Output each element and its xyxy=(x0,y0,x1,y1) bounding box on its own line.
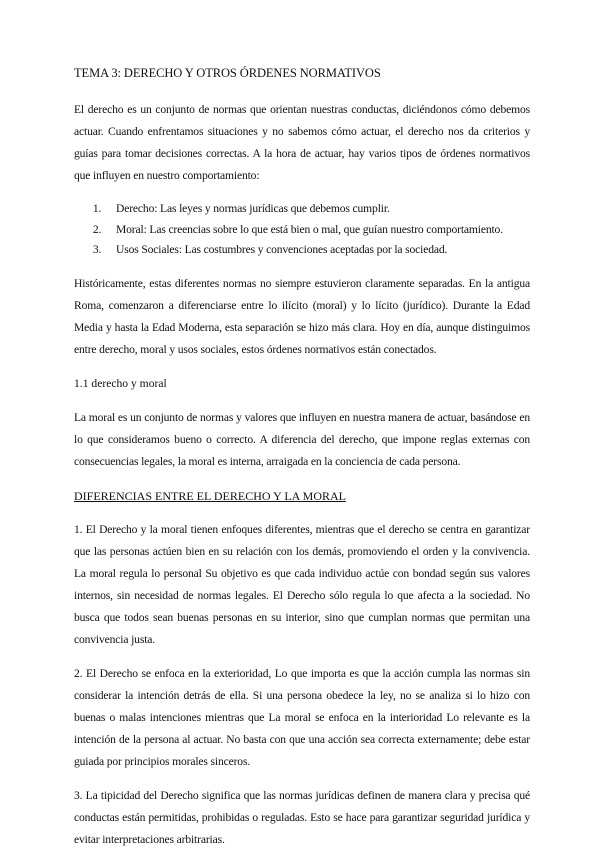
history-paragraph: Históricamente, estas diferentes normas no siempre estuvieron claramente separadas. En la antigua Roma, comenzaron a diferenciarse entre lo ilícito (moral) y lo lícito (jurídico). Durante la Edad Media y hasta la Edad Moderna, esta separación se hizo más clara. Hoy en día, aunque distinguimos entre derecho, moral y usos sociales, estos órdenes normativos están conectados. xyxy=(74,276,530,356)
difference-3-paragraph: 3. La tipicidad del Derecho significa que las normas jurídicas definen de manera clara y precisa qué conductas están permitidas, prohibidas o reguladas. Esto se hace para garantizar seguridad jurídica y evitar interpretaciones arbitrarias. xyxy=(74,788,530,846)
moral-definition-paragraph: La moral es un conjunto de normas y valores que influyen en nuestra manera de actuar, basándose en lo que consideramos bueno o correcto. A diferencia del derecho, que impone reglas externas con consecuencias legales, la moral es interna, arraigada en la conciencia de cada persona. xyxy=(74,410,530,468)
section-heading-1-1: 1.1 derecho y moral xyxy=(74,376,167,390)
list-item: 2. Moral: Las creencias sobre lo que está bien o mal, que guían nuestro comportamiento. xyxy=(104,220,530,241)
list-item: 3. Usos Sociales: Las costumbres y convenciones aceptadas por la sociedad. xyxy=(104,240,530,261)
list-item: 1. Derecho: Las leyes y normas jurídicas que debemos cumplir. xyxy=(104,199,530,220)
difference-2-paragraph: 2. El Derecho se enfoca en la exterioridad, Lo que importa es que la acción cumpla las normas sin considerar la intención detrás de ella. Si una persona obedece la ley, no se analiza si lo hizo con buenas o malas intenciones mientras que La moral se enfoca en la interioridad Lo relevante es la intención de la persona al actuar. No basta con que una acción sea correcta externamente; debe estar guiada por principios morales sinceros. xyxy=(74,666,530,768)
intro-paragraph: El derecho es un conjunto de normas que orientan nuestras conductas, diciéndonos cómo debemos actuar. Cuando enfrentamos situaciones y no sabemos cómo actuar, el derecho nos da criterios y guías para tomar decisiones correctas. A la hora de actuar, hay varios tipos de órdenes normativos que influyen en nuestro comportamiento: xyxy=(74,103,530,182)
normative-orders-list xyxy=(74,199,530,261)
difference-1-paragraph: 1. El Derecho y la moral tienen enfoques diferentes, mientras que el derecho se centra en garantizar que las personas actúen bien en su relación con los demás, promoviendo el orden y la convivencia. La moral regula lo personal Su objetivo es que cada individuo actúe con bondad según sus valores internos, sin necesidad de normas legales. El Derecho sólo regula lo que afecta a la sociedad. No busca que todos sean buenas personas en su interior, sino que cumplan normas que permitan una convivencia justa. xyxy=(74,522,530,646)
document-title: TEMA 3: DERECHO Y OTROS ÓRDENES NORMATIVOS xyxy=(74,66,381,80)
differences-heading: DIFERENCIAS ENTRE EL DERECHO Y LA MORAL xyxy=(74,488,346,503)
